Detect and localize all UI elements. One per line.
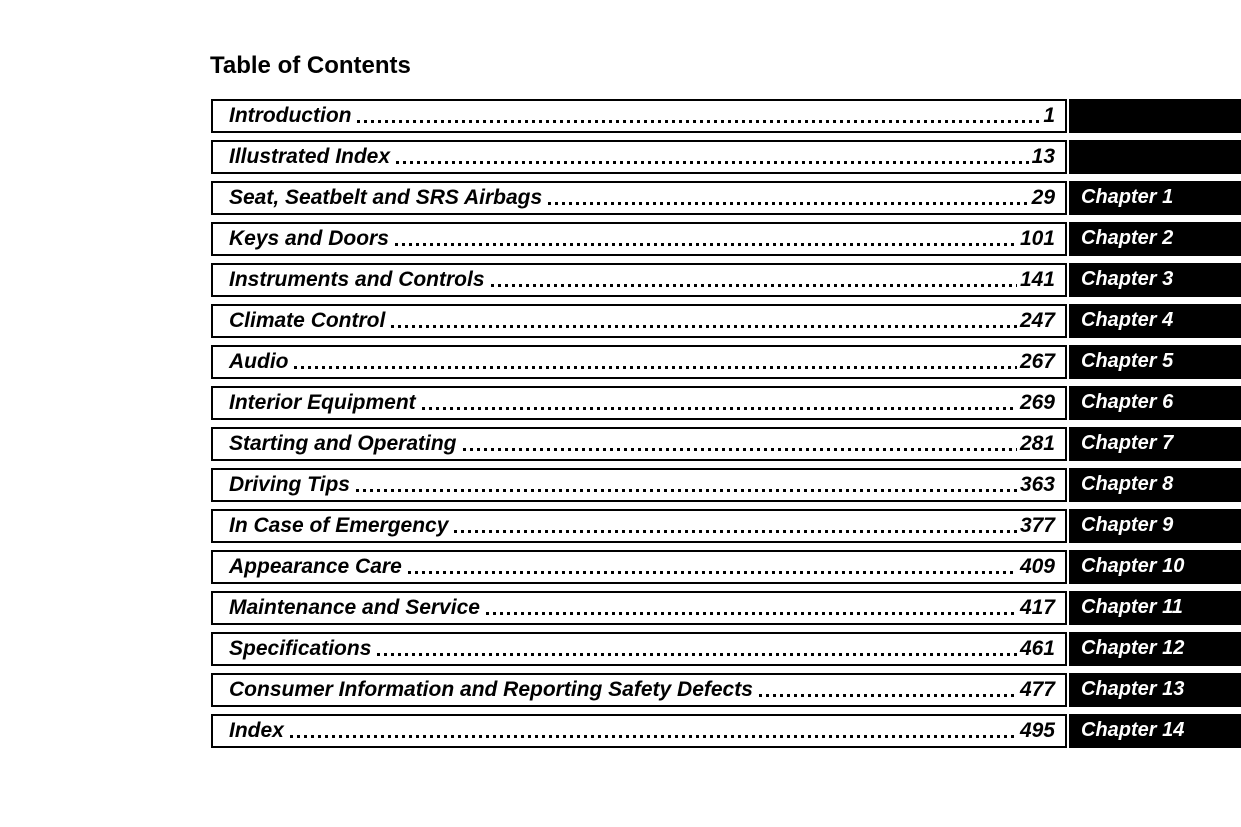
toc-row xyxy=(211,591,1241,625)
chapter-tab xyxy=(1069,304,1241,338)
dotted-leader xyxy=(408,571,1017,574)
toc-entry-page-number: 267 xyxy=(1019,349,1055,373)
toc-entry-page-number: 409 xyxy=(1019,554,1055,578)
toc-row xyxy=(211,427,1241,461)
chapter-tab-label: Chapter 12 xyxy=(1081,637,1185,659)
chapter-tab xyxy=(1069,99,1241,133)
toc-entry-box xyxy=(211,468,1067,502)
toc-row xyxy=(211,140,1241,174)
toc-entry-box xyxy=(211,181,1067,215)
toc-entry-page-number: 141 xyxy=(1019,267,1055,291)
page-title: Table of Contents xyxy=(210,52,411,79)
toc-entry-page-number: 1 xyxy=(1043,103,1055,127)
toc-row xyxy=(211,632,1241,666)
toc-row xyxy=(211,714,1241,748)
toc-entry-title: Climate Control xyxy=(229,308,386,332)
dotted-leader xyxy=(486,612,1017,615)
toc-entry-title: Instruments and Controls xyxy=(229,267,485,291)
toc-entry-box xyxy=(211,509,1067,543)
toc-entry-title: Appearance Care xyxy=(229,554,402,578)
dotted-leader xyxy=(290,735,1017,738)
dotted-leader xyxy=(454,530,1017,533)
toc-row xyxy=(211,99,1241,133)
toc-entry-box xyxy=(211,140,1067,174)
toc-entry-page-number: 461 xyxy=(1019,636,1055,660)
chapter-tab-label: Chapter 7 xyxy=(1081,432,1174,454)
toc-entry-page-number: 247 xyxy=(1019,308,1055,332)
toc-entry-title: Seat, Seatbelt and SRS Airbags xyxy=(229,185,543,209)
toc-entry-page-number: 101 xyxy=(1019,226,1055,250)
chapter-tab-label: Chapter 10 xyxy=(1081,555,1185,577)
chapter-tab-label: Chapter 13 xyxy=(1081,678,1185,700)
chapter-tab-label: Chapter 4 xyxy=(1081,309,1174,331)
dotted-leader xyxy=(463,448,1017,451)
toc-entry-title: Starting and Operating xyxy=(229,431,457,455)
toc-entry-title: In Case of Emergency xyxy=(229,513,449,537)
dotted-leader xyxy=(391,325,1017,328)
chapter-tab xyxy=(1069,468,1241,502)
chapter-tab-label: Chapter 6 xyxy=(1081,391,1174,413)
chapter-tab xyxy=(1069,714,1241,748)
dotted-leader xyxy=(759,694,1017,697)
toc-entry-page-number: 477 xyxy=(1019,677,1055,701)
chapter-tab xyxy=(1069,509,1241,543)
toc-entry-box xyxy=(211,263,1067,297)
toc-row xyxy=(211,550,1241,584)
toc-entry-title: Consumer Information and Reporting Safety Defects xyxy=(229,677,753,701)
dotted-leader xyxy=(377,653,1017,656)
toc-entry-title: Keys and Doors xyxy=(229,226,389,250)
toc-entry-page-number: 269 xyxy=(1019,390,1055,414)
chapter-tab-label: Chapter 14 xyxy=(1081,719,1185,741)
toc-entry-title: Index xyxy=(229,718,284,742)
chapter-tab-label: Chapter 11 xyxy=(1081,596,1183,618)
toc-entry-box xyxy=(211,222,1067,256)
toc-entry-page-number: 377 xyxy=(1019,513,1055,537)
toc-entry-box xyxy=(211,99,1067,133)
toc-list xyxy=(211,99,1241,748)
chapter-tab-label: Chapter 5 xyxy=(1081,350,1174,372)
chapter-tab-label: Chapter 3 xyxy=(1081,268,1174,290)
toc-row xyxy=(211,222,1241,256)
toc-entry-title: Specifications xyxy=(229,636,372,660)
toc-row xyxy=(211,345,1241,379)
dotted-leader xyxy=(422,407,1017,410)
toc-entry-box xyxy=(211,714,1067,748)
dotted-leader xyxy=(548,202,1028,205)
toc-entry-page-number: 417 xyxy=(1019,595,1055,619)
dotted-leader xyxy=(356,489,1017,492)
chapter-tab-label: Chapter 9 xyxy=(1081,514,1174,536)
toc-entry-box xyxy=(211,632,1067,666)
chapter-tab xyxy=(1069,427,1241,461)
toc-entry-title: Interior Equipment xyxy=(229,390,416,414)
chapter-tab xyxy=(1069,550,1241,584)
toc-row xyxy=(211,509,1241,543)
toc-entry-box xyxy=(211,550,1067,584)
chapter-tab xyxy=(1069,591,1241,625)
chapter-tab xyxy=(1069,222,1241,256)
chapter-tab xyxy=(1069,386,1241,420)
dotted-leader xyxy=(294,366,1016,369)
toc-entry-box xyxy=(211,304,1067,338)
chapter-tab xyxy=(1069,140,1241,174)
toc-row xyxy=(211,181,1241,215)
toc-entry-box xyxy=(211,427,1067,461)
chapter-tab xyxy=(1069,632,1241,666)
toc-row xyxy=(211,263,1241,297)
toc-row xyxy=(211,386,1241,420)
toc-entry-title: Maintenance and Service xyxy=(229,595,480,619)
toc-row xyxy=(211,468,1241,502)
toc-entry-box xyxy=(211,673,1067,707)
dotted-leader xyxy=(396,161,1029,164)
chapter-tab-label: Chapter 2 xyxy=(1081,227,1174,249)
chapter-tab xyxy=(1069,345,1241,379)
toc-entry-page-number: 13 xyxy=(1031,144,1055,168)
toc-row xyxy=(211,304,1241,338)
toc-entry-title: Illustrated Index xyxy=(229,144,391,168)
toc-entry-box xyxy=(211,386,1067,420)
dotted-leader xyxy=(395,243,1017,246)
toc-entry-title: Driving Tips xyxy=(229,472,350,496)
chapter-tab xyxy=(1069,263,1241,297)
dotted-leader xyxy=(491,284,1017,287)
dotted-leader xyxy=(357,120,1040,123)
toc-entry-box xyxy=(211,345,1067,379)
chapter-tab-label: Chapter 8 xyxy=(1081,473,1174,495)
toc-entry-box xyxy=(211,591,1067,625)
chapter-tab xyxy=(1069,181,1241,215)
toc-entry-page-number: 281 xyxy=(1019,431,1055,455)
toc-entry-title: Introduction xyxy=(229,103,352,127)
toc-row xyxy=(211,673,1241,707)
toc-entry-page-number: 29 xyxy=(1031,185,1055,209)
toc-entry-page-number: 495 xyxy=(1019,718,1055,742)
chapter-tab-label: Chapter 1 xyxy=(1081,186,1174,208)
toc-entry-page-number: 363 xyxy=(1019,472,1055,496)
toc-entry-title: Audio xyxy=(229,349,289,373)
chapter-tab xyxy=(1069,673,1241,707)
